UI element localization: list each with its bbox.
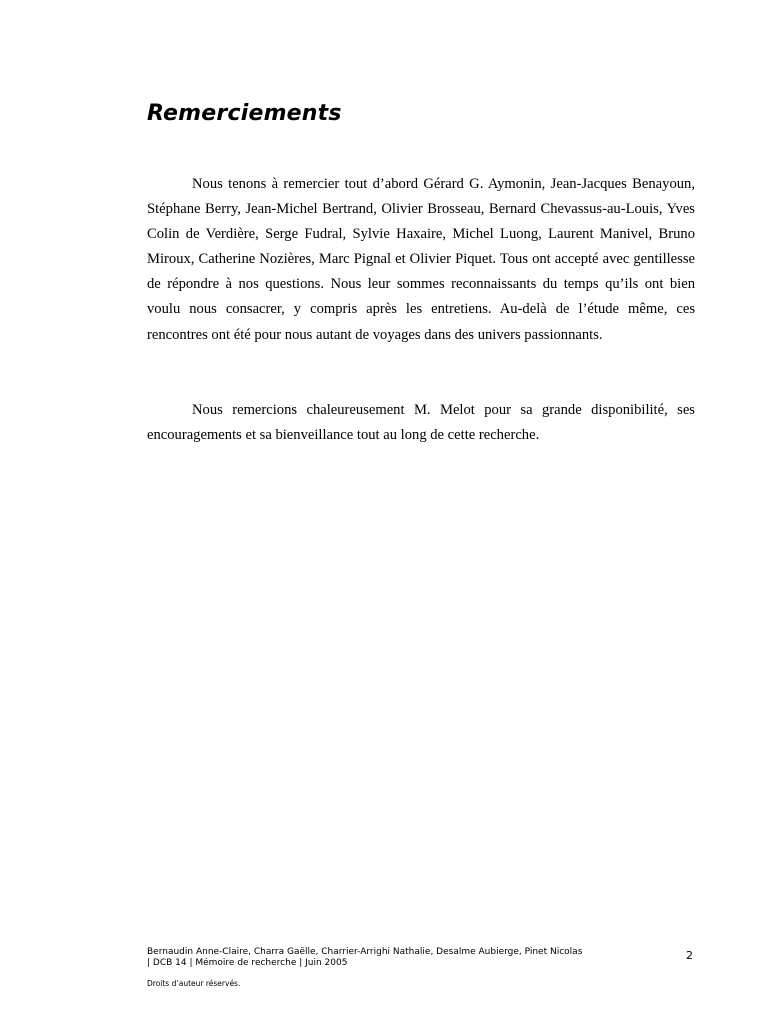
body-paragraph-block-1	[147, 172, 695, 348]
acknowledgements-paragraph-2: Nous remercions chaleureusement M. Melot pour sa grande disponibilité, ses encouragements et sa bienveillance tout au long de cette recherche.	[147, 402, 695, 444]
acknowledgements-paragraph-1: Nous tenons à remercier tout d’abord Gérard G. Aymonin, Jean-Jacques Benayoun, Stéphane Berry, Jean-Michel Bertrand, Olivier Brosseau, Bernard Chevassus-au-Louis, Yves Colin de Verdière, Serge Fudral, Sylvie Haxaire, Michel Luong, Laurent Manivel, Bruno Miroux, Catherine Nozières, Marc Pignal et Olivier Piquet. Tous ont accepté avec gentillesse de répondre à nos questions. Nous leur sommes reconnaissants du temps qu’ils ont bien voulu nous consacrer, y compris après les entretiens. Au-delà de l’étude même, ces rencontres ont été pour nous autant de voyages dans des univers passionnants.	[147, 176, 695, 343]
copyright-notice: Droits d’auteur réservés.	[147, 979, 241, 988]
footer-meta-line: | DCB 14 | Mémoire de recherche | Juin 2005	[147, 958, 348, 968]
page-number: 2	[686, 949, 693, 962]
footer-authors-line: Bernaudin Anne-Claire, Charra Gaëlle, Charrier-Arrighi Nathalie, Desalme Aubierge, Pinet Nicolas	[147, 947, 583, 957]
footer-authors	[147, 947, 637, 969]
page-title: Remerciements	[147, 101, 342, 126]
body-paragraph-block-2	[147, 398, 695, 448]
